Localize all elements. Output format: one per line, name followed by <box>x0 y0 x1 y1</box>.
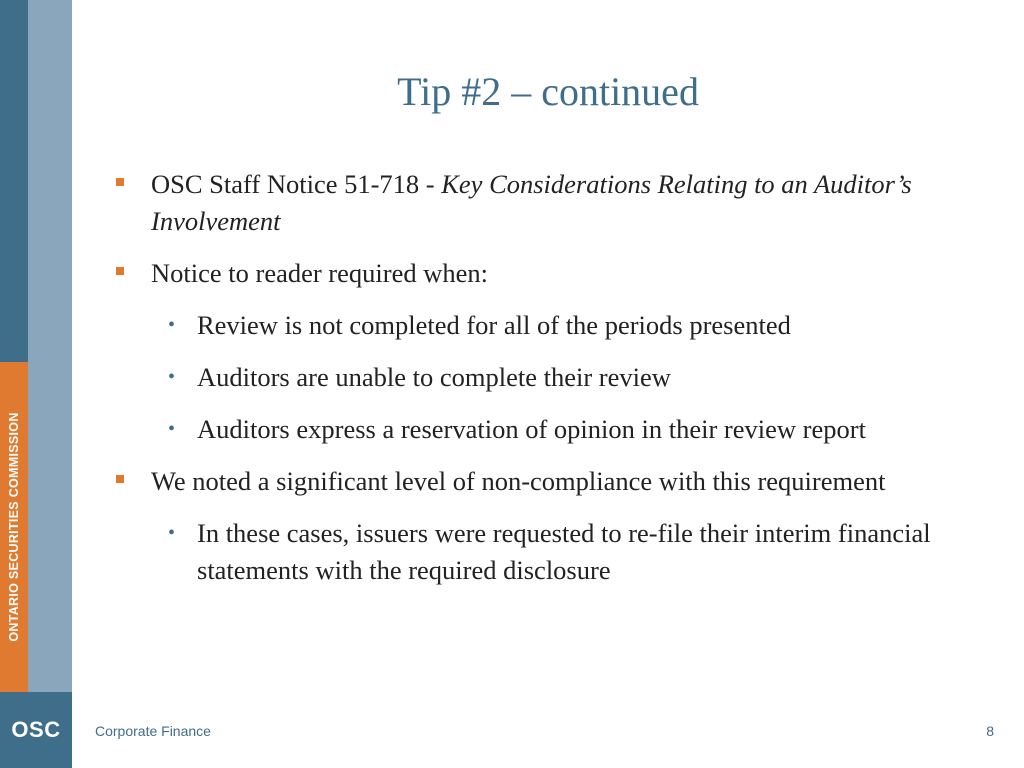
organization-name: ONTARIO SECURITIES COMMISSION <box>7 412 21 642</box>
sub-bullet-text: Review is not completed for all of the periods presented <box>197 310 791 340</box>
bullet-text: Notice to reader required when: <box>151 258 488 288</box>
bullet-item <box>110 166 970 240</box>
sub-bullet-item <box>110 307 970 344</box>
sub-bullet-item <box>110 515 970 589</box>
bullet-item <box>110 463 970 500</box>
sidebar-band-light <box>28 0 72 692</box>
square-bullet-icon <box>116 475 124 483</box>
footer-section-label: Corporate Finance <box>95 723 211 739</box>
osc-logo: OSC <box>11 717 61 742</box>
bullet-italic-text: Key Considerations Relating to an Auditor’s Involvement <box>151 169 912 236</box>
slide-content <box>110 166 970 604</box>
sidebar-band-orange <box>0 362 28 692</box>
sub-bullet-text: Auditors are unable to complete their review <box>197 362 671 392</box>
square-bullet-icon <box>116 267 124 275</box>
bullet-item <box>110 255 970 292</box>
dot-bullet-icon: • <box>168 418 176 440</box>
sidebar-band-dark <box>0 0 28 362</box>
sub-bullet-text: In these cases, issuers were requested to re-file their interim financial statements with the required disclosure <box>197 518 931 585</box>
dot-bullet-icon: • <box>168 522 176 544</box>
square-bullet-icon <box>116 178 124 186</box>
dot-bullet-icon: • <box>168 366 176 388</box>
page-number: 8 <box>986 723 994 739</box>
logo-block <box>0 692 72 768</box>
dot-bullet-icon: • <box>168 314 176 336</box>
bullet-text: We noted a significant level of non-compliance with this requirement <box>151 466 886 496</box>
slide-title: Tip #2 – continued <box>397 69 699 114</box>
sub-bullet-item <box>110 359 970 396</box>
sub-bullet-text: Auditors express a reservation of opinion in their review report <box>197 414 866 444</box>
sub-bullet-item <box>110 411 970 448</box>
bullet-text: OSC Staff Notice 51-718 - <box>151 169 442 199</box>
